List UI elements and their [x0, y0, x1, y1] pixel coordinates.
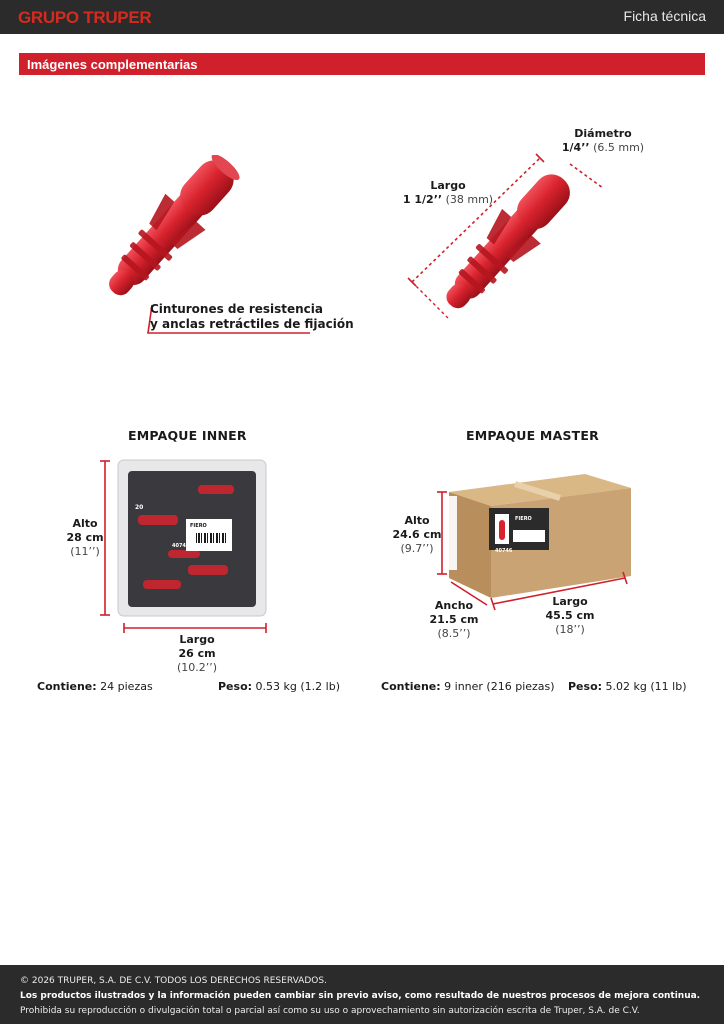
footer-notice: Los productos ilustrados y la información pueden cambiar sin previo aviso, como resultado de nuestros procesos de mejora continua. — [20, 991, 701, 1001]
section-header — [19, 53, 705, 75]
section-title: Imágenes complementarias — [27, 57, 198, 72]
master-height-imperial: (9.7’’) — [400, 542, 434, 555]
master-package-title: EMPAQUE MASTER — [466, 428, 599, 443]
inner-contains-label: Contiene: — [37, 680, 97, 693]
master-length-dimension — [541, 595, 599, 637]
master-height-value: 24.6 cm — [392, 528, 442, 541]
product-length-metric: (38 mm) — [445, 193, 494, 206]
master-height-dimension — [392, 514, 442, 556]
inner-length-value: 26 cm — [178, 647, 216, 660]
inner-weight-label: Peso: — [218, 680, 253, 693]
footer-prohibition: Prohibida su reproducción o divulgación total o parcial así como su uso o aprovechamiento sin autorización escrita de Truper, S.A. de C.V. — [20, 1006, 640, 1016]
callout-line-2: y anclas retráctiles de fijación — [150, 317, 354, 331]
master-weight-value: 5.02 kg (11 lb) — [605, 680, 687, 693]
master-contains-label: Contiene: — [381, 680, 441, 693]
master-width-dimension — [428, 599, 480, 641]
brand-logo: GRUPO TRUPER — [18, 8, 152, 27]
inner-weight — [218, 680, 340, 693]
inner-height-dimension — [60, 517, 110, 559]
bag-qty: 20 — [135, 504, 144, 511]
plug-image-dimensions — [400, 150, 630, 330]
master-contains — [381, 680, 555, 693]
inner-height-imperial: (11’’) — [70, 545, 100, 558]
master-contains-value: 9 inner (216 piezas) — [444, 680, 555, 693]
inner-package-image — [98, 455, 278, 635]
master-length-label: Largo — [552, 595, 588, 608]
inner-weight-value: 0.53 kg (1.2 lb) — [255, 680, 340, 693]
document-type: Ficha técnica — [623, 8, 706, 24]
diameter-value: 1/4’’ — [561, 141, 590, 154]
product-callout — [150, 302, 354, 332]
bag-brand: FIERO — [190, 523, 207, 529]
master-weight — [568, 680, 686, 693]
master-width-label: Ancho — [434, 599, 474, 612]
master-width-value: 21.5 cm — [429, 613, 479, 626]
footer-copyright: © 2026 TRUPER, S.A. DE C.V. TODOS LOS DERECHOS RESERVADOS. — [20, 976, 327, 986]
master-width-imperial: (8.5’’) — [437, 627, 471, 640]
inner-contains — [37, 680, 153, 693]
inner-package-title: EMPAQUE INNER — [128, 428, 247, 443]
master-weight-label: Peso: — [568, 680, 603, 693]
master-length-value: 45.5 cm — [545, 609, 595, 622]
diameter-dimension — [548, 127, 658, 155]
diameter-metric: (6.5 mm) — [593, 141, 645, 154]
inner-height-value: 28 cm — [66, 531, 104, 544]
length-dimension — [398, 179, 498, 207]
master-box-image — [435, 470, 635, 615]
master-height-label: Alto — [404, 514, 430, 527]
callout-line-1: Cinturones de resistencia — [150, 302, 324, 316]
inner-contains-value: 24 piezas — [100, 680, 153, 693]
header-bar — [0, 0, 724, 34]
box-label-brand: FIERO — [515, 516, 532, 522]
inner-length-dimension — [167, 633, 227, 675]
bag-code: 40746 — [172, 543, 190, 549]
diameter-label: Diámetro — [574, 127, 632, 140]
inner-height-label: Alto — [72, 517, 98, 530]
inner-length-imperial: (10.2’’) — [176, 661, 218, 674]
box-label-code: 40746 — [495, 548, 513, 554]
footer — [0, 965, 724, 1024]
product-length-label: Largo — [430, 179, 466, 192]
product-length-value: 1 1/2’’ — [402, 193, 443, 206]
inner-length-label: Largo — [179, 633, 215, 646]
master-length-imperial: (18’’) — [555, 623, 585, 636]
